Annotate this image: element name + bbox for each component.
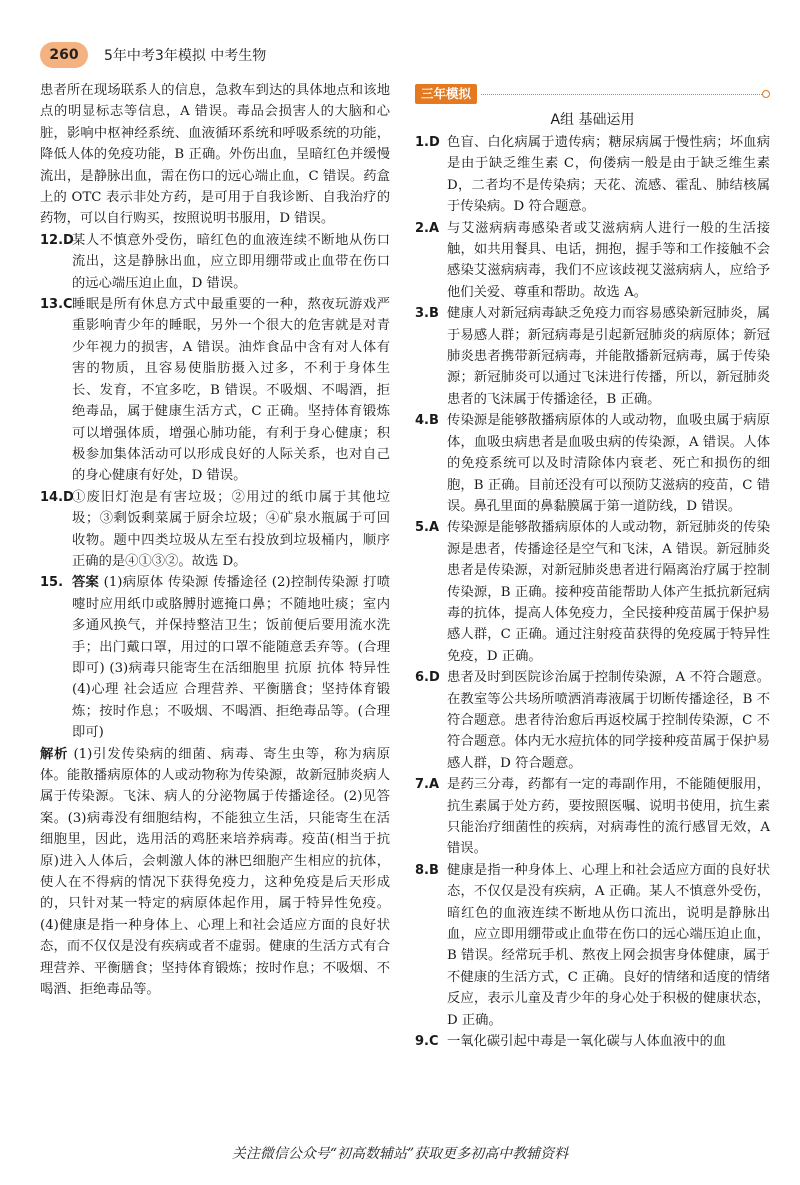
item-label: 1.D — [415, 135, 440, 150]
item-text: 与艾滋病病毒感染者或艾滋病病人进行一般的生活接触，如共用餐具、电话，拥抱，握手等和工作接触不会感染艾滋病病毒，我们不应该歧视艾滋病病人，应给予他们关爱、尊重和帮助。故选 A。 — [447, 220, 770, 300]
continued-paragraph: 患者所在现场联系人的信息，急救车到达的具体地点和该地点的明显标志等信息，A 错误。毒品会损害人的大脑和心脏，影响中枢神经系统、血液循环系统和呼吸系统的功能，降低人体的免疫功能，B 正确。外伤出血，呈暗红色并缓慢流出，是静脉出血，需在伤口的远心端止血，C 错误。药盒上的 OTC 表示非处方药，是可用于自我诊断、自我治疗的药物，可以自行购买，按照说明书服用，D 错误。 — [40, 83, 390, 227]
answer-item-5 — [415, 517, 770, 667]
circle-icon — [762, 90, 770, 98]
page-header — [0, 42, 800, 70]
item-label: 6.D — [415, 670, 440, 686]
item-text: ①废旧灯泡是有害垃圾；②用过的纸巾属于其他垃圾；③剩饭剩菜属于厨余垃圾；④矿泉水瓶属于可回收物。题中四类垃圾从左至右投放到垃圾桶内，顺序正确的是④①③②。故选 D。 — [72, 489, 390, 569]
answer-item-7 — [415, 774, 770, 860]
analysis-label: 解析 — [40, 746, 69, 762]
answer-item-13 — [40, 294, 390, 487]
item-text: 传染源是能够散播病原体的人或动物，血吸虫属于病原体，血吸虫病患者是血吸虫病的传染源，A 错误。人体的免疫系统可以及时清除体内衰老、死亡和损伤的细胞，B 正确。目前还没有可以预防艾滋病的疫苗，C 错误。鼻孔里面的鼻黏膜属于第一道防线，D 错误。 — [447, 413, 770, 514]
item-label: 2.A — [415, 220, 440, 236]
item-text: 健康人对新冠病毒缺乏免疫力而容易感染新冠肺炎，属于易感人群；新冠病毒是引起新冠肺炎的病原体；新冠肺炎患者携带新冠病毒，并能散播新冠病毒，属于传染源；新冠肺炎可以通过飞沫进行传播，所以，新冠肺炎患者的飞沫属于传播途径，B 正确。 — [447, 306, 770, 407]
item-label: 3.B — [415, 306, 439, 322]
answer-item-2 — [415, 218, 770, 304]
item-label: 7.A — [415, 777, 440, 793]
page-number: 260 — [40, 42, 88, 68]
item-text: 患者及时到医院诊治属于控制传染源，A 不符合题意。在教室等公共场所喷洒消毒液属于切断传播途径，B 不符合题意。患者待治愈后再返校属于控制传染源，C 不符合题意。体内无水痘抗体的同学接种疫苗属于保护易感人群，D 符合题意。 — [447, 670, 770, 771]
item-label: 12.D — [40, 232, 74, 248]
item-text: 一氧化碳引起中毒是一氧化碳与人体血液中的血 — [447, 1034, 727, 1050]
answer-item-14 — [40, 487, 390, 573]
right-column — [415, 80, 770, 1052]
analysis-text: (1)引发传染病的细菌、病毒、寄生虫等，称为病原体。能散播病原体的人或动物称为传染源，故新冠肺炎病人属于传染源。飞沫、病人的分泌物属于传播途径。(2)见答案。(3)病毒没有细胞结构，不能独立生活，只能寄生在活细胞里，因此，选用活的鸡胚来培养病毒。疫苗(相当于抗原)进入人体后，会刺激人体的淋巴细胞产生相应的抗体，使人在不得病的情况下获得免疫力，这种免疫是后天形成的，只针对某一特定的病原体起作用，属于特异性免疫。(4)健康是指一种身体上、心理上和社会适应方面的良好状态，而不仅仅是没有疾病或者不虚弱。健康的生活方式有合理营养、平衡膳食；坚持体育锻炼；按时作息；不吸烟、不喝酒、拒绝毒品等。 — [40, 746, 390, 998]
item-text: 某人不慎意外受伤，暗红色的血液连续不断地从伤口流出，这是静脉出血，应立即用绷带或止血带在伤口的远心端压迫止血，D 错误。 — [72, 232, 390, 291]
q15-answer — [72, 572, 390, 743]
answer-item-6 — [415, 667, 770, 774]
q15-analysis — [40, 744, 390, 1001]
answer-item-9 — [415, 1031, 770, 1052]
item-text: 健康是指一种身体上、心理上和社会适应方面的良好状态，不仅仅是没有疾病，A 正确。某人不慎意外受伤，暗红色的血液连续不断地从伤口流出，说明是静脉出血，应立即用绷带或止血带在伤口的远心端压迫止血，B 错误。经常玩手机、熬夜上网会损害身体健康，属于不健康的生活方式，C 正确。良好的情绪和适度的情绪反应，表示儿童及青少年的身心处于积极的健康状态，D 正确。 — [447, 862, 770, 1028]
item-text: 传染源是能够散播病原体的人或动物，新冠肺炎的传染源是患者，传播途径是空气和飞沫，A 错误。新冠肺炎患者是传染源，对新冠肺炎患者进行隔离治疗属于控制传染源，B 正确。接种疫苗能帮助人体产生抵抗新冠病毒的抗体，提高人体免疫力，全民接种疫苗属于保护易感人群，C 正确。通过注射疫苗获得的免疫属于特异性免疫，D 正确。 — [447, 520, 770, 664]
item-label: 14.D — [40, 489, 74, 505]
answer-item-15 — [40, 572, 390, 743]
section-heading — [415, 83, 770, 105]
answer-item-8 — [415, 860, 770, 1031]
item-label: 15. — [40, 575, 64, 591]
left-column — [40, 80, 390, 1000]
section-title: 三年模拟 — [415, 84, 477, 104]
answer-label: 答案 — [72, 575, 100, 591]
item-text: 色盲、白化病属于遗传病；糖尿病属于慢性病；坏血病是由于缺乏维生素 C，佝偻病一般是由于缺乏维生素 D，二者均不是传染病；天花、流感、霍乱、肺结核属于传染病。D 符合题意。 — [447, 135, 770, 215]
running-title: 5年中考3年模拟 中考生物 — [104, 48, 267, 64]
answer-item-1 — [415, 132, 770, 218]
answer-item-4 — [415, 410, 770, 517]
footer-note: 关注微信公众号“初高数辅站”获取更多初高中教辅资料 — [231, 1146, 569, 1162]
item-label: 9.C — [415, 1034, 439, 1050]
answer-item-12 — [40, 230, 390, 294]
item-text: 睡眠是所有休息方式中最重要的一种，熬夜玩游戏严重影响青少年的睡眠，另外一个很大的危害就是对青少年视力的损害，A 错误。油炸食品中含有对人体有害的物质，且容易使脂肪摄入过多，不利于身体生长、发育，不宜多吃，B 错误。不吸烟、不喝酒，拒绝毒品，属于健康生活方式，C 正确。坚持体育锻炼可以增强体质，增强心肺功能，有利于身心健康；积极参加集体活动可以形成良好的人际关系，也对自己的身心健康有好处，D 错误。 — [72, 297, 390, 484]
section-divider — [481, 94, 762, 95]
item-label: 4.B — [415, 413, 439, 429]
item-label: 13.C — [40, 297, 73, 313]
answer-item-3 — [415, 303, 770, 410]
group-title: A组 基础运用 — [550, 112, 635, 128]
item-label: 5.A — [415, 520, 440, 536]
item-text: 是药三分毒，药都有一定的毒副作用，不能随便服用，抗生素属于处方药，要按照医嘱、说明书使用，抗生素只能治疗细菌性的疾病，对病毒性的流行感冒无效，A 错误。 — [447, 777, 770, 857]
item-label: 8.B — [415, 862, 439, 878]
answer-text: (1)病原体 传染源 传播途径 (2)控制传染源 打喷嚏时应用纸巾或胳膊肘遮掩口鼻；不随地吐痰；室内多通风换气，并保持整洁卫生；饭前便后要用流水洗手；出门戴口罩，用过的口罩不能随意丢弃等。(合理即可) (3)病毒只能寄生在活细胞里 抗原 抗体 特异性 (4)心理 社会适应 合理营养、平衡膳食；坚持体育锻炼；按时作息；不吸烟、不喝酒、拒绝毒品等。(合理即可) — [72, 575, 391, 741]
